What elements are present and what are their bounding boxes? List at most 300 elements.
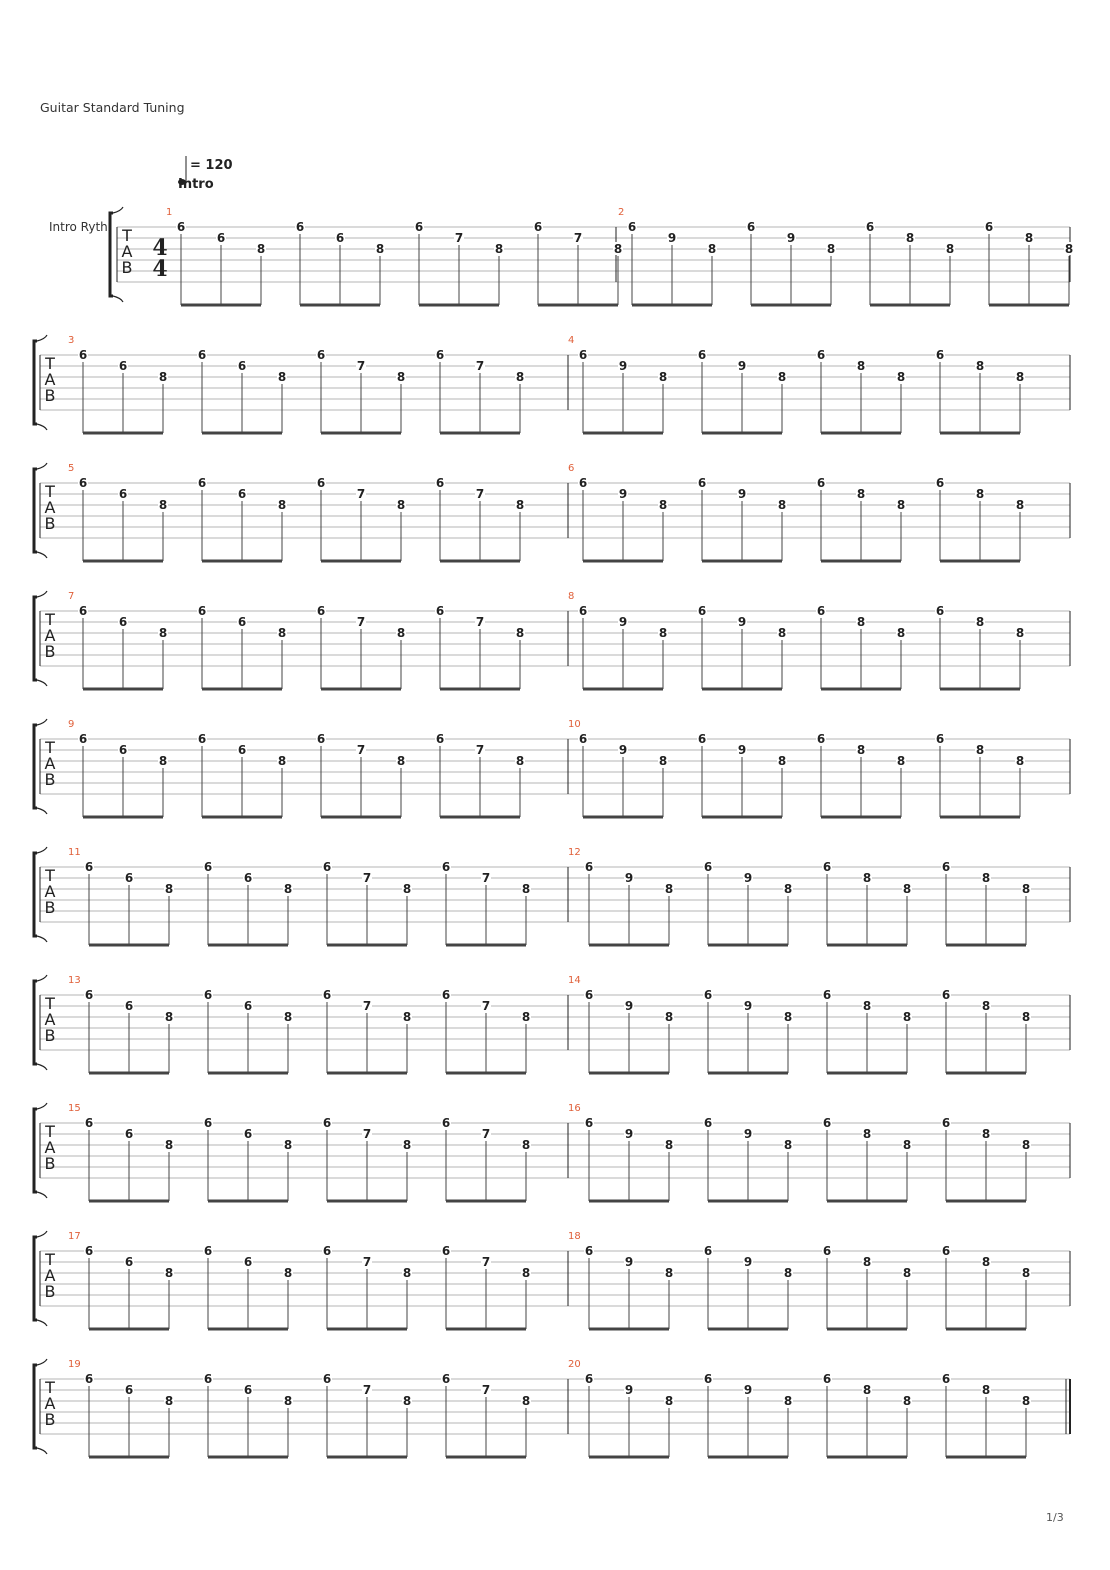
fret-number: 6: [435, 604, 445, 618]
system-bracket: [34, 469, 37, 552]
fret-number: 8: [158, 498, 168, 512]
fret-number: 8: [658, 754, 668, 768]
fret-number: 8: [1021, 1138, 1031, 1152]
fret-number: 6: [627, 220, 637, 234]
fret-number: 9: [624, 999, 634, 1013]
fret-number: 6: [322, 988, 332, 1002]
fret-number: 6: [322, 1116, 332, 1130]
fret-number: 6: [84, 1116, 94, 1130]
fret-number: 6: [441, 1244, 451, 1258]
tab-clef-letter: B: [44, 642, 56, 661]
fret-number: 6: [243, 1127, 253, 1141]
fret-number: 8: [515, 370, 525, 384]
measure-number: 10: [568, 719, 581, 730]
tab-clef-letter: B: [44, 386, 56, 405]
fret-number: 8: [375, 242, 385, 256]
fret-number: 7: [362, 1383, 372, 1397]
fret-number: 7: [454, 231, 464, 245]
fret-number: 8: [862, 1255, 872, 1269]
fret-number: 6: [118, 359, 128, 373]
measure-number: 4: [568, 335, 575, 346]
fret-number: 8: [862, 1383, 872, 1397]
fret-number: 7: [475, 359, 485, 373]
fret-number: 6: [816, 348, 826, 362]
fret-number: 8: [158, 370, 168, 384]
fret-number: 6: [822, 1372, 832, 1386]
fret-number: 8: [981, 1255, 991, 1269]
system-bracket: [34, 1109, 37, 1192]
fret-number: 8: [896, 626, 906, 640]
fret-number: 8: [158, 754, 168, 768]
fret-number: 8: [783, 1394, 793, 1408]
fret-number: 6: [124, 871, 134, 885]
fret-number: 6: [746, 220, 756, 234]
fret-number: 6: [197, 732, 207, 746]
tab-clef-letter: A: [44, 1394, 56, 1413]
fret-number: 6: [697, 732, 707, 746]
fret-number: 8: [1021, 882, 1031, 896]
fret-number: 6: [822, 860, 832, 874]
measure-number: 6: [568, 463, 575, 474]
fret-number: 7: [362, 1255, 372, 1269]
tab-clef-letter: T: [45, 482, 55, 501]
fret-number: 6: [435, 732, 445, 746]
fret-number: 6: [295, 220, 305, 234]
fret-number: 6: [118, 743, 128, 757]
fret-number: 6: [78, 604, 88, 618]
fret-number: 6: [441, 860, 451, 874]
measure-number: 18: [568, 1231, 581, 1242]
fret-number: 8: [664, 1394, 674, 1408]
fret-number: 6: [84, 1244, 94, 1258]
fret-number: 8: [902, 882, 912, 896]
fret-number: 9: [786, 231, 796, 245]
measure-number: 8: [568, 591, 575, 602]
fret-number: 8: [1021, 1266, 1031, 1280]
fret-number: 8: [1015, 626, 1025, 640]
fret-number: 6: [316, 476, 326, 490]
tab-clef-letter: T: [45, 866, 55, 885]
fret-number: 9: [743, 1383, 753, 1397]
fret-number: 6: [865, 220, 875, 234]
tab-clef-letter: A: [44, 882, 56, 901]
fret-number: 6: [584, 860, 594, 874]
fret-number: 9: [618, 615, 628, 629]
fret-number: 6: [703, 1372, 713, 1386]
fret-number: 6: [124, 999, 134, 1013]
fret-number: 9: [624, 871, 634, 885]
fret-number: 6: [578, 476, 588, 490]
fret-number: 6: [584, 1116, 594, 1130]
fret-number: 7: [362, 999, 372, 1013]
system-bracket: [34, 981, 37, 1064]
measure-number: 9: [68, 719, 75, 730]
fret-number: 8: [1021, 1394, 1031, 1408]
tab-clef-letter: B: [44, 1154, 56, 1173]
fret-number: 6: [176, 220, 186, 234]
fret-number: 6: [243, 1255, 253, 1269]
fret-number: 8: [856, 487, 866, 501]
fret-number: 9: [743, 999, 753, 1013]
fret-number: 6: [197, 348, 207, 362]
tab-clef-letter: B: [44, 514, 56, 533]
fret-number: 8: [396, 498, 406, 512]
fret-number: 6: [203, 988, 213, 1002]
fret-number: 8: [402, 1266, 412, 1280]
tab-clef-letter: A: [44, 498, 56, 517]
fret-number: 6: [441, 1116, 451, 1130]
fret-number: 8: [494, 242, 504, 256]
fret-number: 6: [118, 487, 128, 501]
measure-number: 11: [68, 847, 81, 858]
fret-number: 9: [618, 487, 628, 501]
fret-number: 8: [402, 1394, 412, 1408]
fret-number: 6: [578, 348, 588, 362]
fret-number: 8: [283, 882, 293, 896]
fret-number: 8: [164, 1394, 174, 1408]
section-marker: Intro: [178, 177, 214, 192]
fret-number: 7: [362, 1127, 372, 1141]
fret-number: 9: [737, 487, 747, 501]
fret-number: 6: [703, 1116, 713, 1130]
fret-number: 8: [515, 498, 525, 512]
tab-clef-letter: B: [44, 898, 56, 917]
fret-number: 6: [816, 476, 826, 490]
fret-number: 8: [521, 1266, 531, 1280]
tempo-marking: = 120: [190, 158, 233, 173]
fret-number: 6: [941, 988, 951, 1002]
fret-number: 8: [902, 1266, 912, 1280]
fret-number: 9: [624, 1383, 634, 1397]
measure-number: 17: [68, 1231, 81, 1242]
fret-number: 6: [584, 988, 594, 1002]
measure-number: 7: [68, 591, 75, 602]
fret-number: 7: [356, 743, 366, 757]
fret-number: 8: [896, 498, 906, 512]
system-bracket: [34, 725, 37, 808]
measure-number: 15: [68, 1103, 81, 1114]
fret-number: 7: [481, 999, 491, 1013]
fret-number: 6: [441, 1372, 451, 1386]
fret-number: 9: [743, 1127, 753, 1141]
fret-number: 6: [197, 476, 207, 490]
fret-number: 7: [362, 871, 372, 885]
fret-number: 6: [243, 999, 253, 1013]
system-bracket: [34, 853, 37, 936]
tab-clef-letter: B: [121, 258, 133, 277]
fret-number: 7: [356, 359, 366, 373]
fret-number: 8: [783, 882, 793, 896]
fret-number: 6: [243, 871, 253, 885]
fret-number: 8: [613, 242, 623, 256]
fret-number: 8: [277, 498, 287, 512]
fret-number: 8: [664, 1266, 674, 1280]
fret-number: 6: [816, 732, 826, 746]
page-number: 1/3: [1046, 1511, 1064, 1524]
fret-number: 6: [578, 732, 588, 746]
fret-number: 8: [945, 242, 955, 256]
fret-number: 7: [475, 487, 485, 501]
fret-number: 6: [124, 1255, 134, 1269]
fret-number: 8: [277, 626, 287, 640]
fret-number: 6: [203, 1116, 213, 1130]
fret-number: 9: [737, 359, 747, 373]
fret-number: 6: [822, 1116, 832, 1130]
tab-clef-letter: A: [121, 242, 133, 261]
fret-number: 6: [84, 1372, 94, 1386]
tab-clef-letter: B: [44, 1026, 56, 1045]
fret-number: 6: [703, 860, 713, 874]
fret-number: 8: [402, 882, 412, 896]
fret-number: 8: [664, 1138, 674, 1152]
fret-number: 6: [935, 732, 945, 746]
system-bracket: [34, 341, 37, 424]
fret-number: 8: [783, 1010, 793, 1024]
fret-number: 8: [658, 498, 668, 512]
fret-number: 8: [777, 498, 787, 512]
fret-number: 8: [283, 1266, 293, 1280]
fret-number: 6: [697, 476, 707, 490]
fret-number: 8: [164, 882, 174, 896]
fret-number: 9: [743, 871, 753, 885]
fret-number: 6: [203, 1244, 213, 1258]
fret-number: 8: [1021, 1010, 1031, 1024]
measure-number: 20: [568, 1359, 581, 1370]
fret-number: 6: [941, 1116, 951, 1130]
fret-number: 7: [356, 487, 366, 501]
measure-number: 12: [568, 847, 581, 858]
fret-number: 6: [203, 860, 213, 874]
measure-number: 3: [68, 335, 75, 346]
fret-number: 6: [435, 348, 445, 362]
system-bracket: [34, 597, 37, 680]
fret-number: 8: [283, 1394, 293, 1408]
fret-number: 6: [697, 604, 707, 618]
fret-number: 6: [78, 476, 88, 490]
fret-number: 7: [356, 615, 366, 629]
fret-number: 8: [664, 1010, 674, 1024]
fret-number: 8: [158, 626, 168, 640]
fret-number: 6: [697, 348, 707, 362]
fret-number: 8: [283, 1010, 293, 1024]
measure-number: 19: [68, 1359, 81, 1370]
fret-number: 8: [521, 1010, 531, 1024]
fret-number: 8: [396, 370, 406, 384]
fret-number: 6: [84, 988, 94, 1002]
fret-number: 6: [237, 487, 247, 501]
fret-number: 8: [981, 871, 991, 885]
fret-number: 6: [578, 604, 588, 618]
fret-number: 8: [862, 1127, 872, 1141]
measure-number: 13: [68, 975, 81, 986]
fret-number: 8: [1024, 231, 1034, 245]
fret-number: 6: [703, 988, 713, 1002]
tab-clef-letter: T: [45, 1122, 55, 1141]
fret-number: 6: [84, 860, 94, 874]
fret-number: 8: [164, 1138, 174, 1152]
fret-number: 9: [618, 359, 628, 373]
fret-number: 9: [743, 1255, 753, 1269]
tab-clef-letter: B: [44, 770, 56, 789]
fret-number: 8: [164, 1010, 174, 1024]
fret-number: 6: [322, 1244, 332, 1258]
fret-number: 6: [584, 1244, 594, 1258]
tab-clef-letter: A: [44, 1266, 56, 1285]
fret-number: 8: [396, 626, 406, 640]
system-bracket: [34, 1237, 37, 1320]
fret-number: 6: [124, 1127, 134, 1141]
fret-number: 6: [941, 1244, 951, 1258]
fret-number: 8: [981, 999, 991, 1013]
tab-clef-letter: T: [122, 226, 132, 245]
fret-number: 6: [816, 604, 826, 618]
fret-number: 6: [322, 1372, 332, 1386]
fret-number: 8: [856, 615, 866, 629]
fret-number: 6: [316, 604, 326, 618]
fret-number: 6: [78, 348, 88, 362]
fret-number: 8: [975, 615, 985, 629]
fret-number: 9: [624, 1255, 634, 1269]
fret-number: 6: [216, 231, 226, 245]
fret-number: 7: [481, 1127, 491, 1141]
fret-number: 6: [414, 220, 424, 234]
fret-number: 8: [777, 370, 787, 384]
fret-number: 8: [707, 242, 717, 256]
fret-number: 8: [862, 999, 872, 1013]
fret-number: 8: [658, 370, 668, 384]
fret-number: 8: [1015, 498, 1025, 512]
fret-number: 8: [856, 743, 866, 757]
tab-clef-letter: T: [45, 354, 55, 373]
tab-clef-letter: T: [45, 1250, 55, 1269]
system-bracket: [110, 213, 113, 296]
fret-number: 8: [777, 754, 787, 768]
fret-number: 8: [658, 626, 668, 640]
fret-number: 6: [118, 615, 128, 629]
tab-clef-letter: B: [44, 1410, 56, 1429]
fret-number: 8: [1015, 370, 1025, 384]
fret-number: 6: [822, 1244, 832, 1258]
fret-number: 6: [197, 604, 207, 618]
fret-number: 8: [396, 754, 406, 768]
fret-number: 8: [856, 359, 866, 373]
fret-number: 7: [481, 1255, 491, 1269]
tab-clef-letter: A: [44, 370, 56, 389]
fret-number: 8: [862, 871, 872, 885]
fret-number: 8: [277, 754, 287, 768]
fret-number: 6: [935, 604, 945, 618]
system-bracket: [34, 1365, 37, 1448]
fret-number: 8: [905, 231, 915, 245]
time-signature-top: 4: [152, 235, 168, 261]
fret-number: 8: [1015, 754, 1025, 768]
fret-number: 8: [981, 1127, 991, 1141]
fret-number: 6: [203, 1372, 213, 1386]
fret-number: 8: [902, 1394, 912, 1408]
fret-number: 6: [984, 220, 994, 234]
tab-clef-letter: A: [44, 1010, 56, 1029]
fret-number: 6: [822, 988, 832, 1002]
track-name: Intro Ryth: [49, 220, 108, 234]
fret-number: 8: [777, 626, 787, 640]
tab-clef-letter: T: [45, 610, 55, 629]
fret-number: 6: [237, 359, 247, 373]
fret-number: 6: [533, 220, 543, 234]
fret-number: 6: [935, 348, 945, 362]
fret-number: 8: [277, 370, 287, 384]
fret-number: 9: [618, 743, 628, 757]
fret-number: 8: [783, 1266, 793, 1280]
fret-number: 6: [941, 1372, 951, 1386]
fret-number: 7: [573, 231, 583, 245]
fret-number: 6: [941, 860, 951, 874]
fret-number: 8: [515, 754, 525, 768]
fret-number: 6: [584, 1372, 594, 1386]
fret-number: 8: [164, 1266, 174, 1280]
fret-number: 9: [737, 743, 747, 757]
fret-number: 8: [521, 882, 531, 896]
tab-clef-letter: A: [44, 1138, 56, 1157]
fret-number: 7: [475, 615, 485, 629]
fret-number: 8: [896, 370, 906, 384]
fret-number: 6: [316, 732, 326, 746]
fret-number: 8: [283, 1138, 293, 1152]
fret-number: 8: [975, 359, 985, 373]
fret-number: 7: [475, 743, 485, 757]
fret-number: 6: [703, 1244, 713, 1258]
fret-number: 8: [664, 882, 674, 896]
measure-number: 5: [68, 463, 75, 474]
time-signature-bottom: 4: [152, 256, 168, 282]
fret-number: 8: [975, 743, 985, 757]
tab-clef-letter: B: [44, 1282, 56, 1301]
fret-number: 6: [124, 1383, 134, 1397]
fret-number: 6: [335, 231, 345, 245]
fret-number: 6: [78, 732, 88, 746]
fret-number: 8: [402, 1010, 412, 1024]
fret-number: 7: [481, 1383, 491, 1397]
measure-number: 1: [166, 207, 173, 218]
measure-number: 16: [568, 1103, 581, 1114]
fret-number: 8: [783, 1138, 793, 1152]
measure-number: 14: [568, 975, 581, 986]
fret-number: 6: [243, 1383, 253, 1397]
fret-number: 6: [322, 860, 332, 874]
fret-number: 6: [316, 348, 326, 362]
fret-number: 6: [935, 476, 945, 490]
fret-number: 8: [521, 1394, 531, 1408]
fret-number: 9: [624, 1127, 634, 1141]
fret-number: 8: [402, 1138, 412, 1152]
tab-clef-letter: A: [44, 754, 56, 773]
fret-number: 8: [896, 754, 906, 768]
fret-number: 8: [902, 1010, 912, 1024]
fret-number: 8: [981, 1383, 991, 1397]
tab-clef-letter: T: [45, 994, 55, 1013]
fret-number: 6: [237, 743, 247, 757]
fret-number: 9: [667, 231, 677, 245]
tab-clef-letter: T: [45, 738, 55, 757]
fret-number: 8: [975, 487, 985, 501]
fret-number: 8: [1064, 242, 1074, 256]
fret-number: 8: [902, 1138, 912, 1152]
measure-number: 2: [618, 207, 625, 218]
fret-number: 6: [435, 476, 445, 490]
tuning-label: Guitar Standard Tuning: [40, 100, 185, 115]
tab-clef-letter: T: [45, 1378, 55, 1397]
fret-number: 7: [481, 871, 491, 885]
fret-number: 8: [521, 1138, 531, 1152]
